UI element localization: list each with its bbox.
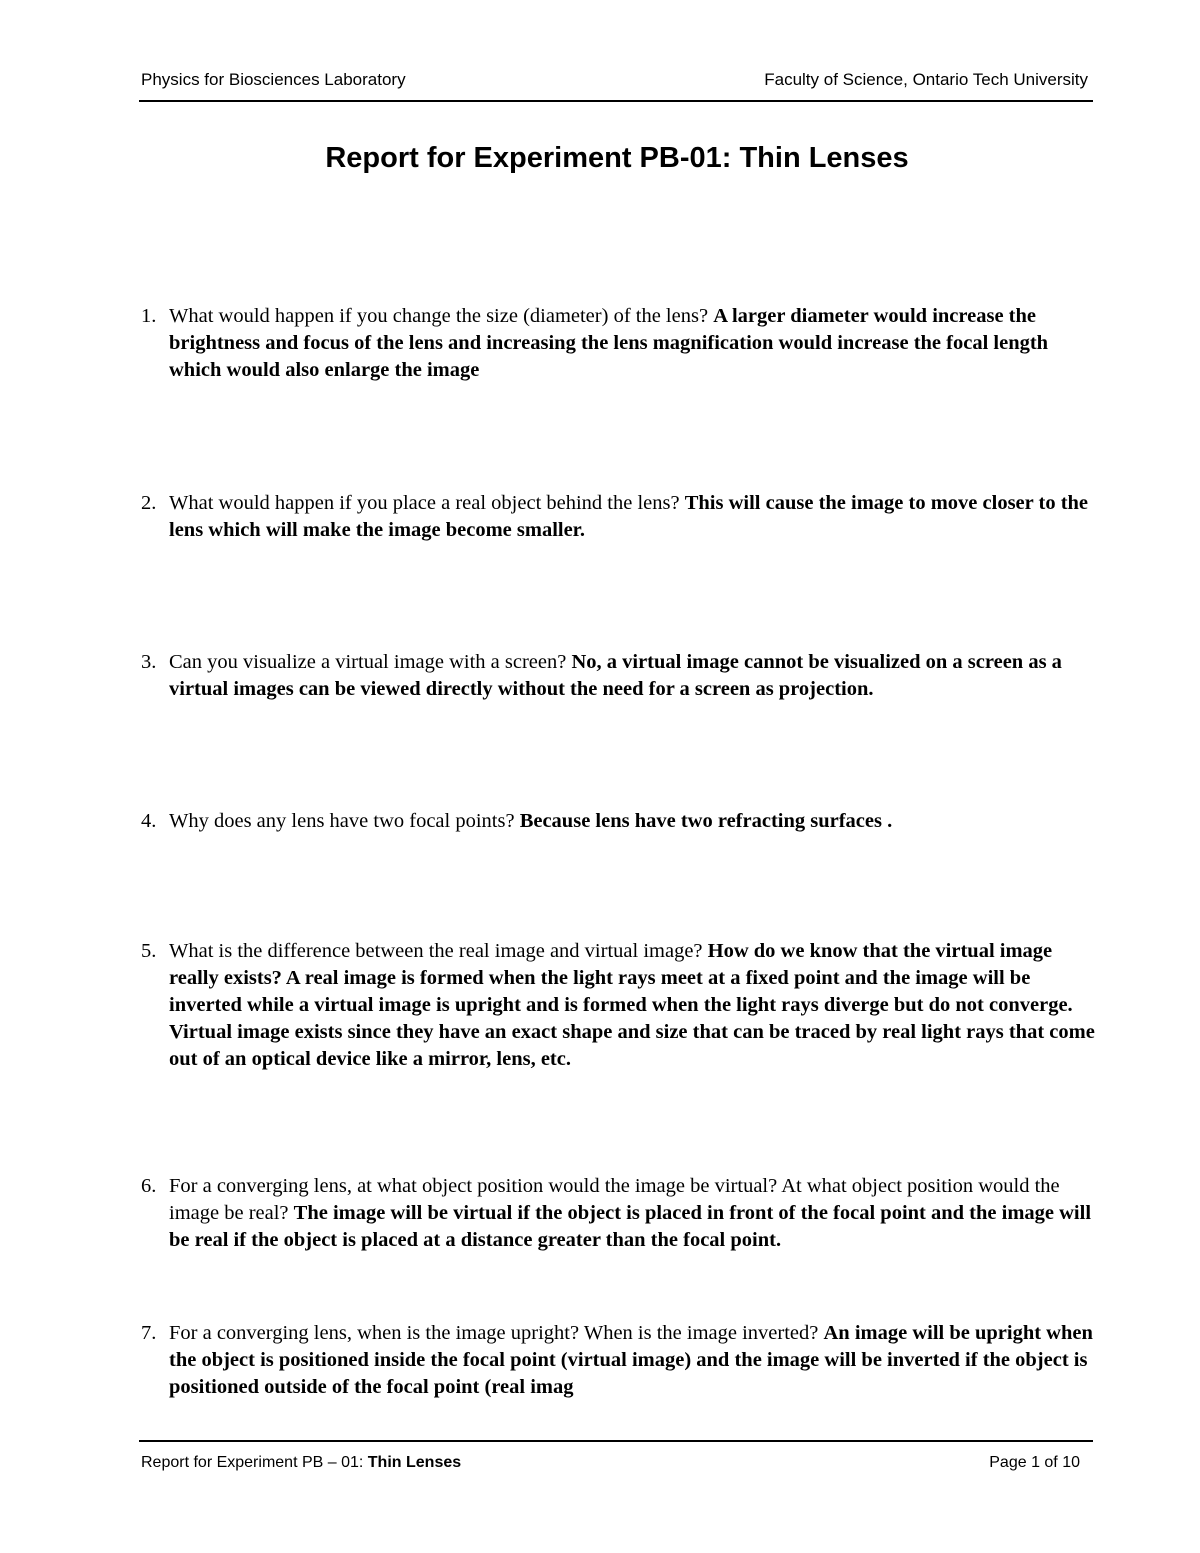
question-2	[141, 490, 1096, 544]
running-header-left: Physics for Biosciences Laboratory	[141, 70, 406, 89]
running-header-right: Faculty of Science, Ontario Tech University	[764, 70, 1088, 89]
footer-title-prefix: Report for Experiment PB – 01:	[141, 1454, 368, 1471]
question-number: 4.	[141, 810, 157, 832]
footer-rule	[139, 1440, 1093, 1442]
question-3	[141, 649, 1096, 703]
question-text: What would happen if you place a real object behind the lens?	[169, 492, 685, 514]
answer-text: How do we know that the virtual image really exists? A real image is formed when the light rays meet at a fixed point and the image will be inverted while a virtual image is upright and is formed when the light rays diverge but do not converge. Virtual image exists since they have an exact shape and size that can be traced by real light rays that come out of an optical device like a mirror, lens, etc.	[169, 940, 1095, 1070]
question-number: 7.	[141, 1322, 157, 1344]
running-footer-left	[141, 1454, 461, 1472]
question-text: What would happen if you change the size (diameter) of the lens?	[169, 305, 714, 327]
header-rule	[139, 100, 1093, 102]
page-number: Page 1 of 10	[989, 1454, 1080, 1471]
answer-text: This will cause the image to move closer to the lens which will make the image become smaller.	[169, 492, 1089, 541]
question-text: For a converging lens, when is the image upright? When is the image inverted?	[169, 1322, 824, 1344]
question-5	[141, 938, 1096, 1073]
question-number: 2.	[141, 492, 157, 514]
question-4	[141, 808, 1096, 835]
footer-title-bold: Thin Lenses	[367, 1454, 462, 1471]
answer-text: No, a virtual image cannot be visualized on a screen as a virtual images can be viewed directly without the need for a screen as projection.	[169, 651, 1062, 700]
question-text: Why does any lens have two focal points?	[169, 810, 520, 832]
answer-text: Because lens have two refracting surfaces .	[519, 810, 893, 832]
question-1	[141, 303, 1096, 384]
question-text: What is the difference between the real image and virtual image?	[169, 940, 708, 962]
question-number: 6.	[141, 1175, 157, 1197]
question-number: 3.	[141, 651, 157, 673]
page-title: Report for Experiment PB-01: Thin Lenses	[325, 142, 909, 174]
question-6	[141, 1173, 1096, 1254]
question-text: For a converging lens, at what object position would the image be virtual? At what object position would the image be real?	[169, 1175, 1060, 1224]
answer-text: The image will be virtual if the object is placed in front of the focal point and the image will be real if the object is placed at a distance greater than the focal point.	[169, 1202, 1092, 1251]
question-number: 5.	[141, 940, 157, 962]
answer-text: A larger diameter would increase the brightness and focus of the lens and increasing the lens magnification would increase the focal length which would also enlarge the image	[169, 305, 1049, 381]
answer-text: An image will be upright when the object is positioned inside the focal point (virtual image) and the image will be inverted if the object is positioned outside of the focal point (real imag	[169, 1322, 1093, 1398]
question-7	[141, 1320, 1096, 1401]
question-number: 1.	[141, 305, 157, 327]
question-text: Can you visualize a virtual image with a screen?	[169, 651, 572, 673]
